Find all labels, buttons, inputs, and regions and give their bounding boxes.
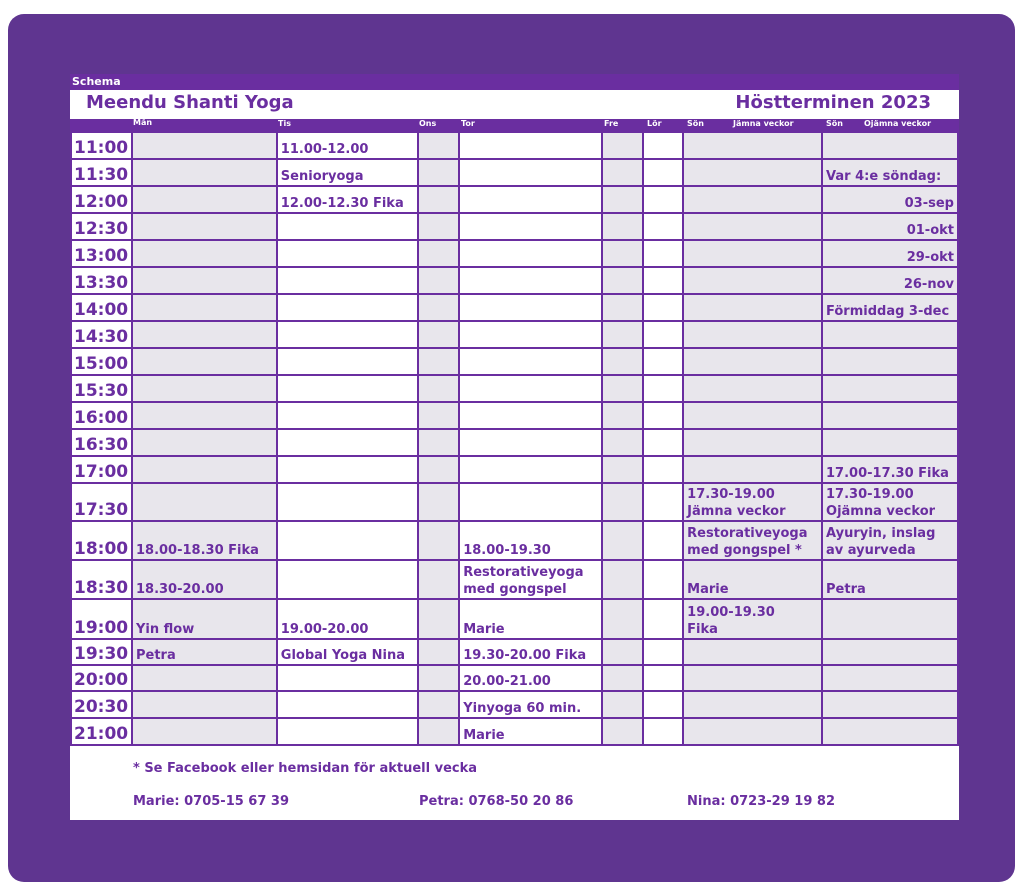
- cell: [418, 429, 460, 456]
- time-label: 12:00: [71, 186, 132, 213]
- cell-line: Ayuryin, inslag: [826, 526, 936, 541]
- cell-line: Restorativeyoga: [463, 565, 584, 580]
- cell: [822, 402, 958, 429]
- cell: [459, 240, 602, 267]
- cell: [683, 213, 822, 240]
- cell: [132, 718, 277, 745]
- cell-line: 19.00-19.30: [687, 605, 775, 620]
- cell: [683, 132, 822, 159]
- cell: [683, 375, 822, 402]
- cell: [418, 599, 460, 639]
- cell: [683, 483, 822, 521]
- cell: [602, 267, 643, 294]
- cell-line: 17.30-19.00: [826, 487, 914, 502]
- table-row: [71, 240, 958, 267]
- odd-weeks-label: Ojämna veckor: [864, 119, 932, 128]
- table-row: [71, 402, 958, 429]
- cell: [277, 294, 418, 321]
- table-row: [71, 483, 958, 521]
- cell: 01-okt: [822, 213, 958, 240]
- cell: [459, 429, 602, 456]
- cell: [602, 429, 643, 456]
- cell: [643, 456, 684, 483]
- table-row: [71, 294, 958, 321]
- cell: Petra: [822, 560, 958, 599]
- schedule-sheet: [70, 74, 959, 820]
- cell: [822, 375, 958, 402]
- time-label: 14:00: [71, 294, 132, 321]
- cell: [132, 691, 277, 718]
- cell: [683, 456, 822, 483]
- cell: [277, 321, 418, 348]
- term-title: Höstterminen 2023: [735, 92, 931, 113]
- schedule-grid: [70, 131, 959, 746]
- cell: 20.00-21.00: [459, 665, 602, 691]
- time-label: 16:00: [71, 402, 132, 429]
- cell: [459, 402, 602, 429]
- table-row: [71, 159, 958, 186]
- table-row: [71, 429, 958, 456]
- table-row: [71, 213, 958, 240]
- cell: [132, 348, 277, 375]
- table-row: [71, 186, 958, 213]
- contact-petra: Petra: 0768-50 20 86: [419, 794, 574, 809]
- cell: [643, 521, 684, 560]
- cell: [643, 665, 684, 691]
- cell: Marie: [683, 560, 822, 599]
- table-row: [71, 348, 958, 375]
- cell: [277, 665, 418, 691]
- cell: [643, 240, 684, 267]
- cell: [418, 402, 460, 429]
- time-label: 19:30: [71, 639, 132, 665]
- cell: Var 4:e söndag:: [822, 159, 958, 186]
- cell: [418, 348, 460, 375]
- cell: [132, 665, 277, 691]
- cell: 17.00-17.30 Fika: [822, 456, 958, 483]
- time-label: 12:30: [71, 213, 132, 240]
- cell-line: med gongspel: [463, 582, 567, 597]
- cell: [683, 599, 822, 639]
- cell: [418, 691, 460, 718]
- contact-marie: Marie: 0705-15 67 39: [133, 794, 290, 809]
- cell: [459, 483, 602, 521]
- table-row: [71, 560, 958, 599]
- cell: [602, 560, 643, 599]
- time-label: 11:30: [71, 159, 132, 186]
- cell-line: Jämna veckor: [687, 504, 786, 519]
- time-label: 16:30: [71, 429, 132, 456]
- cell: [459, 321, 602, 348]
- cell: [643, 483, 684, 521]
- cell: [602, 665, 643, 691]
- cell: [418, 159, 460, 186]
- cell: [418, 483, 460, 521]
- time-label: 21:00: [71, 718, 132, 745]
- time-label: 18:30: [71, 560, 132, 599]
- cell: [602, 294, 643, 321]
- cell: [132, 429, 277, 456]
- cell: [418, 665, 460, 691]
- cell: 19.30-20.00 Fika: [459, 639, 602, 665]
- cell: [459, 456, 602, 483]
- cell: [418, 521, 460, 560]
- cell: [132, 186, 277, 213]
- cell: [602, 483, 643, 521]
- cell: [683, 429, 822, 456]
- cell: 03-sep: [822, 186, 958, 213]
- cell-line: med gongspel *: [687, 543, 802, 558]
- day-header-son-even: Sön: [687, 119, 704, 128]
- cell: [132, 321, 277, 348]
- cell: [132, 456, 277, 483]
- cell: [822, 521, 958, 560]
- table-row: [71, 639, 958, 665]
- cell: [822, 483, 958, 521]
- cell: [643, 213, 684, 240]
- cell: [459, 132, 602, 159]
- cell: [418, 456, 460, 483]
- cell: [277, 718, 418, 745]
- cell: [602, 375, 643, 402]
- cell: [683, 691, 822, 718]
- cell: [643, 375, 684, 402]
- cell: [643, 639, 684, 665]
- cell: [822, 639, 958, 665]
- cell: [277, 375, 418, 402]
- time-label: 14:30: [71, 321, 132, 348]
- time-label: 20:00: [71, 665, 132, 691]
- even-weeks-label: Jämna veckor: [733, 119, 794, 128]
- cell: [683, 186, 822, 213]
- cell: [418, 132, 460, 159]
- cell: Förmiddag 3-dec: [822, 294, 958, 321]
- cell: [132, 483, 277, 521]
- time-label: 11:00: [71, 132, 132, 159]
- cell: [418, 240, 460, 267]
- cell: Global Yoga Nina: [277, 639, 418, 665]
- cell: [418, 718, 460, 745]
- cell: [683, 294, 822, 321]
- cell: [277, 521, 418, 560]
- cell: [602, 456, 643, 483]
- cell: [418, 294, 460, 321]
- time-label: 17:00: [71, 456, 132, 483]
- day-header-tis: Tis: [278, 119, 291, 128]
- cell: [277, 402, 418, 429]
- cell: [277, 213, 418, 240]
- cell: [602, 718, 643, 745]
- time-label: 17:30: [71, 483, 132, 521]
- cell: [459, 348, 602, 375]
- table-row: [71, 665, 958, 691]
- cell: [643, 348, 684, 375]
- cell: [683, 348, 822, 375]
- table-row: [71, 456, 958, 483]
- table-row: [71, 375, 958, 402]
- cell: [602, 691, 643, 718]
- day-header-lor: Lör: [647, 119, 662, 128]
- cell: 29-okt: [822, 240, 958, 267]
- cell: [132, 132, 277, 159]
- cell: [277, 267, 418, 294]
- cell: [643, 429, 684, 456]
- cell: [602, 321, 643, 348]
- cell: [602, 159, 643, 186]
- cell-line: av ayurveda: [826, 543, 916, 558]
- day-header-ons: Ons: [419, 119, 437, 128]
- time-label: 13:00: [71, 240, 132, 267]
- cell-line: Fika: [687, 622, 718, 637]
- cell: Senioryoga: [277, 159, 418, 186]
- cell: [602, 132, 643, 159]
- table-row: [71, 267, 958, 294]
- cell: [132, 159, 277, 186]
- cell: Marie: [459, 718, 602, 745]
- cell-line: 17.30-19.00: [687, 487, 775, 502]
- cell: [277, 560, 418, 599]
- cell: [459, 294, 602, 321]
- table-row: [71, 321, 958, 348]
- time-label: 19:00: [71, 599, 132, 639]
- cell: [643, 186, 684, 213]
- cell: [277, 240, 418, 267]
- cell: [132, 267, 277, 294]
- cell: [643, 402, 684, 429]
- cell: [418, 186, 460, 213]
- cell: [418, 267, 460, 294]
- cell: [643, 560, 684, 599]
- table-row: [71, 599, 958, 639]
- cell: [683, 402, 822, 429]
- time-label: 20:30: [71, 691, 132, 718]
- cell: [822, 321, 958, 348]
- cell: 11.00-12.00: [277, 132, 418, 159]
- time-label: 15:00: [71, 348, 132, 375]
- cell: [643, 159, 684, 186]
- table-row: [71, 691, 958, 718]
- cell: [683, 718, 822, 745]
- cell: [683, 521, 822, 560]
- cell: [132, 294, 277, 321]
- cell: Petra: [132, 639, 277, 665]
- cell: [132, 375, 277, 402]
- day-header-man: Mån: [133, 118, 153, 127]
- day-header-fre: Fre: [604, 119, 619, 128]
- cell: [822, 599, 958, 639]
- cell: [277, 456, 418, 483]
- cell: 19.00-20.00: [277, 599, 418, 639]
- cell: [459, 560, 602, 599]
- table-row: [71, 521, 958, 560]
- cell: [643, 599, 684, 639]
- cell: [602, 348, 643, 375]
- cell: [277, 348, 418, 375]
- cell: [459, 375, 602, 402]
- cell: [418, 375, 460, 402]
- cell: [602, 186, 643, 213]
- contact-nina: Nina: 0723-29 19 82: [687, 794, 835, 809]
- cell: [459, 213, 602, 240]
- cell: Marie: [459, 599, 602, 639]
- cell: [132, 213, 277, 240]
- top-strip: [70, 74, 959, 90]
- cell: [643, 294, 684, 321]
- day-header-tor: Tor: [461, 119, 475, 128]
- schema-label: Schema: [72, 75, 121, 88]
- cell: 18.30-20.00: [132, 560, 277, 599]
- cell: [822, 691, 958, 718]
- cell: [277, 429, 418, 456]
- time-label: 15:30: [71, 375, 132, 402]
- cell: [459, 267, 602, 294]
- cell-line: Ojämna veckor: [826, 504, 936, 519]
- cell: [822, 348, 958, 375]
- cell: [643, 691, 684, 718]
- table-row: [71, 718, 958, 745]
- day-header-son-odd: Sön: [826, 119, 843, 128]
- cell: [643, 718, 684, 745]
- school-name: Meendu Shanti Yoga: [86, 92, 294, 113]
- cell: [683, 321, 822, 348]
- cell: 12.00-12.30 Fika: [277, 186, 418, 213]
- cell: [277, 483, 418, 521]
- cell: [683, 665, 822, 691]
- cell: [459, 186, 602, 213]
- cell: 18.00-19.30: [459, 521, 602, 560]
- cell: [602, 240, 643, 267]
- cell: [602, 402, 643, 429]
- cell: [643, 132, 684, 159]
- footer-note: * Se Facebook eller hemsidan för aktuell vecka: [133, 761, 478, 776]
- cell: [643, 321, 684, 348]
- cell: [277, 691, 418, 718]
- cell: [132, 240, 277, 267]
- cell: [459, 159, 602, 186]
- table-row: [71, 132, 958, 159]
- cell: [602, 521, 643, 560]
- cell: [683, 240, 822, 267]
- cell: Yinyoga 60 min.: [459, 691, 602, 718]
- cell-line: Restorativeyoga: [687, 526, 808, 541]
- cell: [132, 402, 277, 429]
- cell: [822, 429, 958, 456]
- cell: [602, 213, 643, 240]
- cell: [418, 213, 460, 240]
- cell: [822, 665, 958, 691]
- time-label: 18:00: [71, 521, 132, 560]
- cell: 26-nov: [822, 267, 958, 294]
- cell: [643, 267, 684, 294]
- cell: Yin flow: [132, 599, 277, 639]
- cell: 18.00-18.30 Fika: [132, 521, 277, 560]
- cell: [683, 639, 822, 665]
- cell: [602, 599, 643, 639]
- cell: [683, 159, 822, 186]
- time-label: 13:30: [71, 267, 132, 294]
- cell: [822, 132, 958, 159]
- cell: [822, 718, 958, 745]
- cell: [602, 639, 643, 665]
- cell: [418, 560, 460, 599]
- cell: [418, 321, 460, 348]
- cell: [683, 267, 822, 294]
- cell: [418, 639, 460, 665]
